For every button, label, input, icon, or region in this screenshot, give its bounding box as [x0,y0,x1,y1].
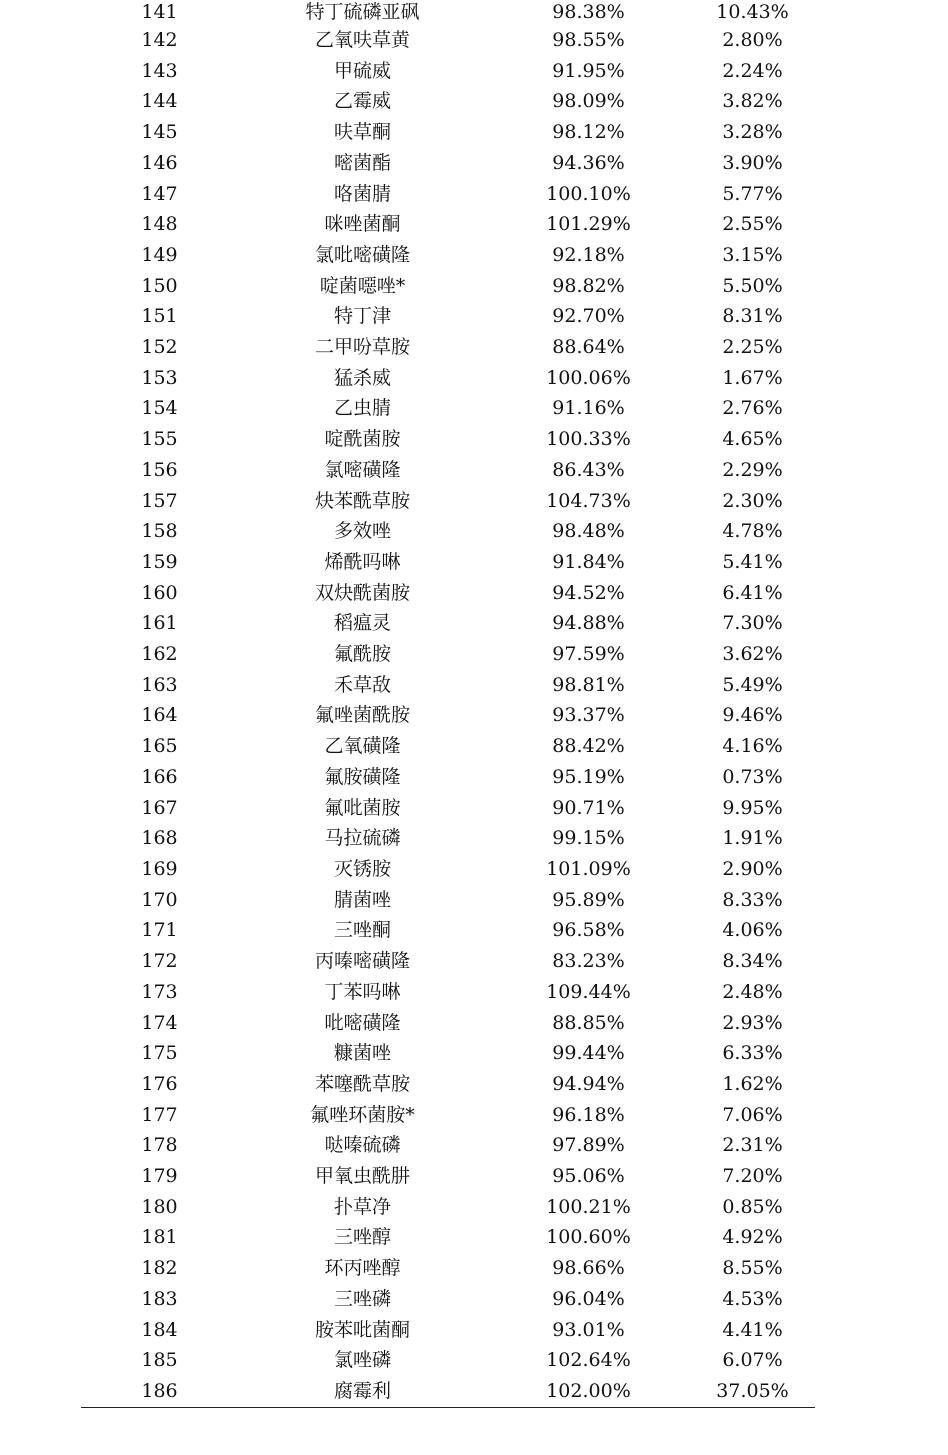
row-number-cell: 157 [141,489,178,512]
compound-name-cell: 氯吡嘧磺隆 [314,243,410,266]
table-row [81,1130,815,1161]
row-number-cell: 172 [141,950,178,973]
recovery-cell: 98.55% [552,29,625,51]
recovery-cell: 91.95% [552,59,625,82]
table-row [81,793,815,824]
table-row [81,1345,815,1376]
recovery-cell: 86.43% [552,458,625,481]
recovery-cell: 96.58% [552,919,625,942]
table-row [81,486,815,517]
table-row [81,1222,815,1253]
compound-name-cell: 胺苯吡菌酮 [314,1318,410,1341]
recovery-cell: 83.23% [552,950,625,973]
recovery-cell: 98.66% [552,1257,625,1280]
table-row [81,608,815,639]
rsd-cell: 2.93% [722,1011,783,1034]
compound-name-cell: 马拉硫磷 [324,827,401,850]
recovery-cell: 94.52% [552,581,625,604]
compound-name-cell: 禾草敌 [333,673,391,696]
row-number-cell: 163 [141,673,178,696]
rsd-cell: 10.43% [716,1,789,23]
row-number-cell: 149 [141,243,178,266]
row-number-cell: 173 [141,980,178,1003]
rsd-cell: 2.55% [722,213,783,236]
row-number-cell: 144 [141,90,178,113]
recovery-cell: 96.04% [552,1287,625,1310]
row-number-cell: 146 [141,151,178,174]
table-row [81,332,815,363]
recovery-cell: 98.38% [552,1,625,23]
compound-name-cell: 稻瘟灵 [333,612,391,635]
compound-name-cell: 啶菌噁唑* [319,274,406,297]
rsd-cell: 2.29% [722,458,783,481]
row-number-cell: 182 [141,1257,178,1280]
compound-name-cell: 啶酰菌胺 [324,428,401,451]
row-number-cell: 164 [141,704,178,727]
recovery-cell: 94.88% [552,612,625,635]
rsd-cell: 8.55% [722,1257,783,1280]
row-number-cell: 177 [141,1103,178,1126]
row-number-cell: 143 [141,59,178,82]
compound-name-cell: 乙霉威 [333,90,391,113]
row-number-cell: 145 [141,121,178,144]
table-row [81,516,815,547]
compound-name-cell: 灭锈胺 [333,857,391,880]
rsd-cell: 4.92% [722,1226,783,1249]
table-row [81,393,815,424]
table-row [81,86,815,117]
rsd-cell: 3.82% [722,90,783,113]
compound-name-cell: 扑草净 [333,1195,391,1218]
compound-name-cell: 哒嗪硫磷 [324,1134,401,1157]
row-number-cell: 160 [141,581,178,604]
table-row [81,301,815,332]
row-number-cell: 180 [141,1195,178,1218]
compound-name-cell: 腐霉利 [238,1376,487,1407]
recovery-cell: 98.12% [552,121,625,144]
compound-name-cell: 乙氧呋草黄 [314,29,410,51]
recovery-cell: 102.64% [546,1349,631,1372]
compound-name-cell: 二甲吩草胺 [314,336,410,359]
row-number-cell: 141 [141,1,178,23]
rsd-cell: 4.06% [722,919,783,942]
rsd-cell: 4.41% [722,1318,783,1341]
row-number-cell: 171 [141,919,178,942]
compound-name-cell: 三唑醇 [333,1226,391,1249]
rsd-cell: 2.80% [722,29,783,51]
recovery-cell: 101.29% [546,213,631,236]
row-number-cell: 174 [141,1011,178,1034]
compound-name-cell: 氟唑菌酰胺 [314,704,410,727]
row-number-cell: 150 [141,274,178,297]
compound-name-cell: 嘧菌酯 [333,151,391,174]
recovery-cell: 95.19% [552,765,625,788]
table-row [81,731,815,762]
recovery-cell: 101.09% [546,857,631,880]
rsd-cell: 2.76% [722,397,783,420]
row-number-cell: 148 [141,213,178,236]
compound-name-cell: 环丙唑醇 [324,1257,401,1280]
rsd-cell: 6.41% [722,581,783,604]
table-row [81,915,815,946]
recovery-cell: 97.89% [552,1134,625,1157]
recovery-cell: 109.44% [546,980,631,1003]
rsd-cell: 8.34% [722,950,783,973]
recovery-cell: 98.48% [552,520,625,543]
row-number-cell: 161 [141,612,178,635]
compound-name-cell: 丁苯吗啉 [324,980,401,1003]
rsd-cell: 3.28% [722,121,783,144]
table-row [81,1069,815,1100]
row-number-cell: 170 [141,888,178,911]
row-number-cell: 183 [141,1287,178,1310]
row-number-cell: 181 [141,1226,178,1249]
recovery-cell: 93.37% [552,704,625,727]
rsd-cell: 3.62% [722,643,783,666]
compound-name-cell: 腈菌唑 [333,888,391,911]
compound-name-cell: 咪唑菌酮 [324,213,401,236]
table-row [81,117,815,148]
compound-name-cell: 氟唑环菌胺* [310,1103,415,1126]
table-row [81,823,815,854]
recovery-cell: 95.89% [552,888,625,911]
rsd-cell: 1.91% [722,827,783,850]
compound-name-cell: 丙嗪嘧磺隆 [314,950,410,973]
compound-name-cell: 烯酰吗啉 [324,550,401,573]
compound-name-cell: 甲氧虫酰肼 [314,1165,410,1188]
row-number-cell: 169 [141,857,178,880]
recovery-cell: 94.94% [552,1072,625,1095]
row-number-cell: 185 [141,1349,178,1372]
recovery-cell: 90.71% [552,796,625,819]
rsd-cell: 8.31% [722,305,783,328]
table-row [81,1100,815,1131]
compound-name-cell: 氟胺磺隆 [324,765,401,788]
compound-name-cell: 甲硫威 [333,59,391,82]
compound-name-cell: 乙虫腈 [333,397,391,420]
compound-name-cell: 苯噻酰草胺 [314,1072,410,1095]
rsd-cell: 2.31% [722,1134,783,1157]
table-row [81,946,815,977]
table-row [81,1315,815,1346]
rsd-cell: 37.05% [690,1376,815,1407]
compound-name-cell: 猛杀威 [333,366,391,389]
table-row [81,0,815,25]
row-number-cell: 167 [141,796,178,819]
compound-name-cell: 氯嘧磺隆 [324,458,401,481]
rsd-cell: 2.24% [722,59,783,82]
row-number-cell: 186 [81,1376,238,1407]
recovery-cell: 99.15% [552,827,625,850]
recovery-cell: 92.70% [552,305,625,328]
recovery-cell: 88.64% [552,336,625,359]
compound-name-cell: 三唑酮 [333,919,391,942]
row-number-cell: 168 [141,827,178,850]
table-row [81,363,815,394]
recovery-cell: 102.00% [487,1376,690,1407]
recovery-cell: 97.59% [552,643,625,666]
rsd-cell: 7.06% [722,1103,783,1126]
compound-name-cell: 特丁津 [333,305,391,328]
table-row [81,240,815,271]
rsd-cell: 3.15% [722,243,783,266]
recovery-cell: 93.01% [552,1318,625,1341]
row-number-cell: 142 [141,29,178,51]
rsd-cell: 9.95% [722,796,783,819]
table-row [81,1192,815,1223]
table-row [81,1253,815,1284]
recovery-cell: 100.60% [546,1226,631,1249]
table-row [81,455,815,486]
recovery-cell: 91.84% [552,550,625,573]
compound-name-cell: 特丁硫磷亚砜 [305,1,420,23]
rsd-cell: 9.46% [722,704,783,727]
table-row [81,885,815,916]
rsd-cell: 8.33% [722,888,783,911]
compound-name-cell: 乙氧磺隆 [324,735,401,758]
recovery-cell: 88.42% [552,735,625,758]
row-number-cell: 151 [141,305,178,328]
rsd-cell: 5.77% [722,182,783,205]
rsd-cell: 2.25% [722,336,783,359]
table-row [81,1008,815,1039]
table-row [81,209,815,240]
row-number-cell: 179 [141,1165,178,1188]
rsd-cell: 5.49% [722,673,783,696]
compound-name-cell: 呋草酮 [333,121,391,144]
recovery-table-container [81,0,815,1408]
rsd-cell: 6.07% [722,1349,783,1372]
rsd-cell: 2.90% [722,857,783,880]
recovery-cell: 100.10% [546,182,631,205]
table-row [81,1038,815,1069]
table-row [81,700,815,731]
row-number-cell: 147 [141,182,178,205]
rsd-cell: 2.48% [722,980,783,1003]
rsd-cell: 1.62% [722,1072,783,1095]
recovery-cell: 98.82% [552,274,625,297]
table-row [81,977,815,1008]
table-row [81,639,815,670]
rsd-cell: 1.67% [722,366,783,389]
compound-name-cell: 氟吡菌胺 [324,796,401,819]
recovery-cell: 100.33% [546,428,631,451]
table-row [81,25,815,56]
compound-name-cell: 双炔酰菌胺 [314,581,410,604]
compound-name-cell: 三唑磷 [333,1287,391,1310]
recovery-cell: 104.73% [546,489,631,512]
compound-name-cell: 吡嘧磺隆 [324,1011,401,1034]
recovery-cell: 94.36% [552,151,625,174]
recovery-cell: 98.09% [552,90,625,113]
recovery-cell: 95.06% [552,1165,625,1188]
rsd-cell: 4.78% [722,520,783,543]
row-number-cell: 153 [141,366,178,389]
table-row [81,56,815,87]
rsd-cell: 5.50% [722,274,783,297]
rsd-cell: 0.85% [722,1195,783,1218]
row-number-cell: 156 [141,458,178,481]
table-row [81,670,815,701]
table-row [81,271,815,302]
table-row [81,547,815,578]
recovery-cell: 100.06% [546,366,631,389]
row-number-cell: 155 [141,428,178,451]
table-row [81,179,815,210]
recovery-cell: 98.81% [552,673,625,696]
row-number-cell: 162 [141,643,178,666]
row-number-cell: 152 [141,336,178,359]
recovery-cell: 99.44% [552,1042,625,1065]
table-body [81,0,815,1407]
row-number-cell: 184 [141,1318,178,1341]
row-number-cell: 158 [141,520,178,543]
table-row [81,1376,815,1407]
rsd-cell: 0.73% [722,765,783,788]
table-row [81,1161,815,1192]
row-number-cell: 175 [141,1042,178,1065]
compound-name-cell: 氟酰胺 [333,643,391,666]
rsd-cell: 4.65% [722,428,783,451]
row-number-cell: 154 [141,397,178,420]
recovery-table [81,0,815,1408]
recovery-cell: 100.21% [546,1195,631,1218]
rsd-cell: 4.16% [722,735,783,758]
rsd-cell: 3.90% [722,151,783,174]
rsd-cell: 7.20% [722,1165,783,1188]
table-row [81,854,815,885]
row-number-cell: 166 [141,765,178,788]
row-number-cell: 178 [141,1134,178,1157]
recovery-cell: 91.16% [552,397,625,420]
table-row [81,762,815,793]
compound-name-cell: 氯唑磷 [333,1349,391,1372]
rsd-cell: 7.30% [722,612,783,635]
table-row [81,578,815,609]
row-number-cell: 165 [141,735,178,758]
table-row [81,1284,815,1315]
rsd-cell: 4.53% [722,1287,783,1310]
recovery-cell: 88.85% [552,1011,625,1034]
compound-name-cell: 糠菌唑 [333,1042,391,1065]
row-number-cell: 159 [141,550,178,573]
table-row [81,424,815,455]
recovery-cell: 92.18% [552,243,625,266]
compound-name-cell: 咯菌腈 [333,182,391,205]
compound-name-cell: 多效唑 [333,520,391,543]
row-number-cell: 176 [141,1072,178,1095]
compound-name-cell: 炔苯酰草胺 [314,489,410,512]
rsd-cell: 6.33% [722,1042,783,1065]
rsd-cell: 2.30% [722,489,783,512]
table-row [81,148,815,179]
recovery-cell: 96.18% [552,1103,625,1126]
rsd-cell: 5.41% [722,550,783,573]
